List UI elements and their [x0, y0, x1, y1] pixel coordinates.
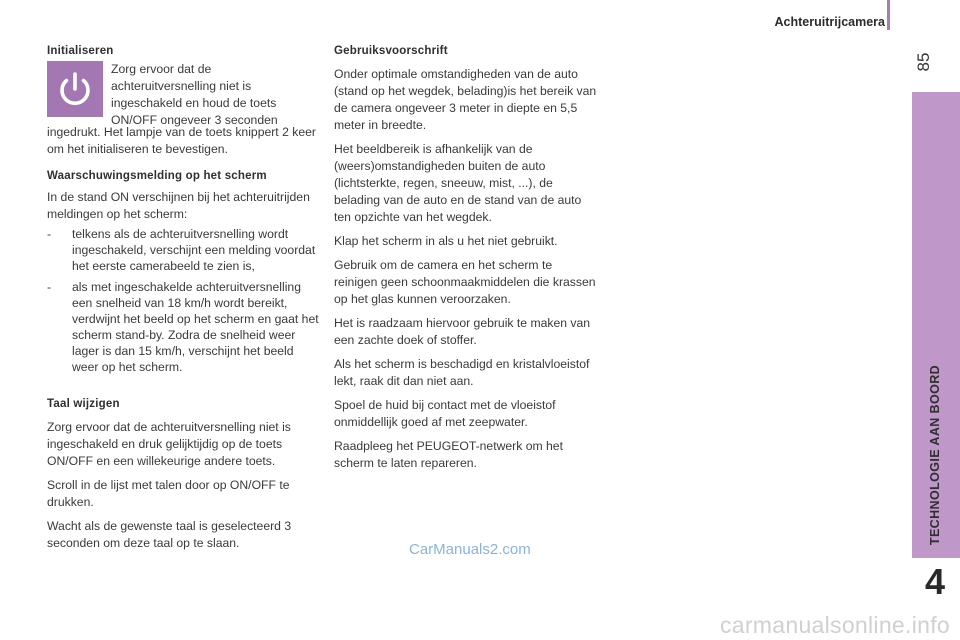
bullet-dash: - — [47, 227, 52, 241]
language-paragraph: Zorg ervoor dat de achteruitversnelling niet is ingeschakeld en druk gelijktijdig op de toets ON/OFF en een willekeurige andere toets. — [47, 420, 291, 468]
usage-paragraph: Spoel de huid bij contact met de vloeistof onmiddellijk goed af met zeepwater. — [334, 398, 556, 429]
page-number: 85 — [914, 52, 933, 72]
heading-language: Taal wijzigen — [47, 398, 120, 410]
list-item — [47, 226, 323, 274]
usage-paragraph: Gebruik om de camera en het scherm te reinigen geen schoonmaakmiddelen die krassen op het glas kunnen veroorzaken. — [334, 258, 596, 306]
left-column — [47, 43, 323, 559]
chapter-number: 4 — [924, 561, 946, 602]
header-divider — [887, 0, 890, 30]
usage-paragraph: Klap het scherm in als u het niet gebruikt. — [334, 234, 558, 248]
bullet-dash: - — [47, 280, 52, 294]
bullet-text: als met ingeschakelde achteruitversnelling een snelheid van 18 km/h wordt bereikt, verdwijnt het beeld op het scherm en gaat het scherm stand-by. Zodra de snelheid weer lager is dan 15 km/h, verschijnt het beeld weer op het scherm. — [72, 280, 319, 374]
warning-list — [47, 226, 323, 375]
watermark-carmanuals2[interactable]: CarManuals2.com — [409, 541, 531, 558]
intro-text: Zorg ervoor dat de achteruitversnelling niet is ingeschakeld en houd de toets ON/OFF ongeveer 3 seconden — [111, 62, 278, 127]
list-item — [47, 279, 323, 375]
heading-initialiseren: Initialiseren — [47, 45, 114, 57]
watermark-carmanualsonline[interactable]: carmanualsonline.info — [719, 612, 950, 638]
language-paragraph: Scroll in de lijst met talen door op ON/OFF te drukken. — [47, 478, 290, 509]
usage-paragraph: Onder optimale omstandigheden van de auto (stand op het wegdek, belading)is het bereik van de camera ongeveer 3 meter in diepte en 5,5 meter in breedte. — [334, 67, 597, 132]
spacer — [47, 380, 323, 396]
power-icon — [47, 61, 103, 117]
heading-warning: Waarschuwingsmelding op het scherm — [47, 170, 267, 182]
usage-paragraph: Raadpleeg het PEUGEOT-netwerk om het scherm te laten repareren. — [334, 439, 563, 470]
usage-paragraph: Het is raadzaam hiervoor gebruik te maken van een zachte doek of stoffer. — [334, 316, 591, 347]
page-header-title: Achteruitrijcamera — [774, 15, 885, 29]
section-label: TECHNOLOGIE AAN BOORD — [928, 364, 942, 546]
right-column — [334, 43, 598, 479]
intro-text-continued: ingedrukt. Het lampje van de toets knippert 2 keer om het initialiseren te bevestigen. — [47, 125, 316, 156]
usage-paragraph: Als het scherm is beschadigd en kristalvloeistof lekt, raak dit dan niet aan. — [334, 357, 590, 388]
section-warning — [47, 168, 323, 375]
intro-block — [47, 43, 323, 127]
heading-usage: Gebruiksvoorschrift — [334, 45, 448, 57]
usage-paragraph: Het beeldbereik is afhankelijk van de (weers)omstandigheden buiten de auto (lichtsterkte, regen, sneeuw, mist, ...), de belading van de auto en de stand van de auto ten opzichte van het wegdek. — [334, 142, 582, 224]
section-language — [47, 396, 323, 552]
warning-intro: In de stand ON verschijnen bij het achteruitrijden meldingen op het scherm: — [47, 190, 310, 221]
bullet-text: telkens als de achteruitversnelling wordt ingeschakeld, verschijnt een melding voordat het eerste camerabeeld te zien is, — [72, 227, 316, 273]
section-initialiseren — [47, 43, 323, 158]
language-paragraph: Wacht als de gewenste taal is geselecteerd 3 seconden om deze taal op te slaan. — [47, 519, 292, 550]
